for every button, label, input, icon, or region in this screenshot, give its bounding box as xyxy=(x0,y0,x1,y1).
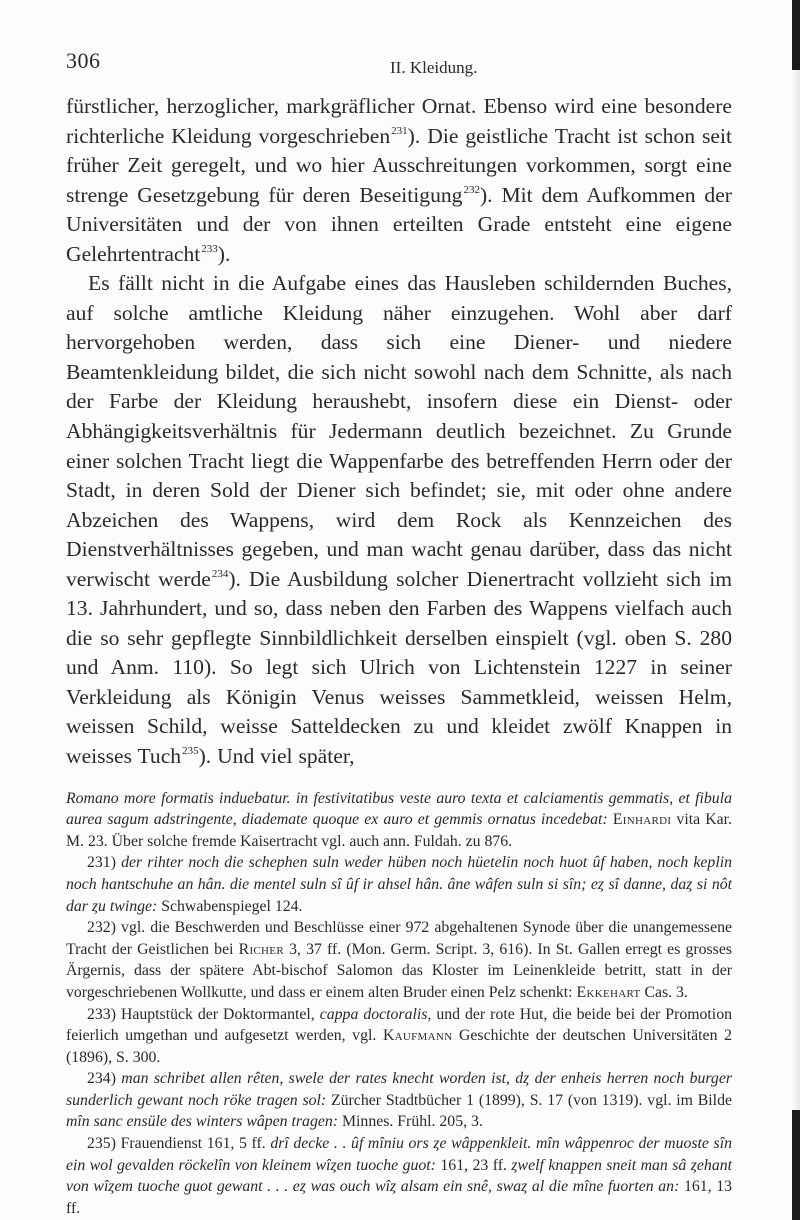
quote: ȥwelf knappen sneit man sâ ȥehant von wîȥem tuoche guot gewant . . . eȥ was ouch wîȥ alsam ein snê, swaȥ al die mîne fuorten an: xyxy=(66,1156,733,1196)
page-edge-mark xyxy=(792,0,800,70)
footnote-number: 231) xyxy=(87,854,116,872)
footnote-235 xyxy=(66,1133,732,1219)
footnote-232 xyxy=(66,917,732,1003)
citation: Geschichte der deutschen Universitäten 2 (1896), S. 300. xyxy=(66,1027,732,1066)
text-run: ). Mit dem Aufkommen der Universitäten und der von ihnen erteilten Grade entsteht eine eigene Gelehrtentracht xyxy=(66,182,732,266)
text-run: 232) vgl. die Beschwerden und Beschlüsse einer 972 abgehaltenen Synode über die unangemessene Tracht der Geistlichen bei xyxy=(66,919,732,958)
text-run: 235) Frauendienst 161, 5 ff. xyxy=(87,1135,266,1153)
footnotes xyxy=(66,788,732,1220)
citation: vita Kar. M. 23. Über solche fremde Kaisertracht vgl. auch ann. Fuldah. zu 876. xyxy=(66,811,732,850)
page-edge-shadow xyxy=(790,0,800,1220)
author-name: Ekkehart xyxy=(576,983,641,1001)
text-run: 161, 23 ff. xyxy=(440,1156,507,1174)
quote: man schribet allen rêten, swele der rates knecht worden ist, dȥ der enheis herren noch burger sunderlich gewant noch röke tragen sol: xyxy=(66,1070,732,1109)
footnote-ref-233: 233 xyxy=(201,242,218,255)
footnote-233 xyxy=(66,1004,732,1069)
citation: 161, 13 ff. xyxy=(66,1178,732,1217)
text-run: 233) Hauptstück der Doktormantel, xyxy=(87,1005,315,1023)
paragraph-2 xyxy=(66,269,732,771)
latin-term: cappa doctoralis, xyxy=(319,1005,432,1023)
main-text xyxy=(66,92,732,772)
text-run: Zürcher Stadtbücher 1 (1899), S. 17 (von 1319). vgl. im Bilde xyxy=(331,1091,732,1109)
footnote-231 xyxy=(66,852,732,917)
page-header xyxy=(66,48,732,82)
footnote-234 xyxy=(66,1068,732,1133)
footnote-number: 234) xyxy=(87,1070,116,1088)
author-name: Richer xyxy=(238,940,284,958)
quote: drî decke . . ûf mîniu ors ȥe wâppenkleit. mîn wâppenroc der muoste sîn ein wol gevalden röckelîn von kleinem wîȥen tuoche guot: xyxy=(66,1135,732,1174)
text-run: fürstlicher, herzoglicher, markgräflicher Ornat. Ebenso wird eine besondere richterliche Kleidung vorgeschrieben xyxy=(66,94,732,148)
quote: der rihter noch die schephen suln weder hüben noch hüetelin noch huot ûf haben, noch keplin noch hantschuhe an hân. die mentel suln sî ûf ir ahsel hân. âne wâfen suln si sîn; eȥ sî danne, daȥ si nôt dar ȥu twinge: xyxy=(66,854,732,915)
citation: Minnes. Frühl. 205, 3. xyxy=(341,1113,483,1131)
text-run: ). xyxy=(217,241,231,266)
author-name: Kaufmann xyxy=(382,1027,453,1045)
footnote-continued xyxy=(66,788,732,853)
text-run: und der rote Hut, die beide bei der Promotion feierlich umgethan und aufgesetzt werden, vgl. xyxy=(66,1005,732,1045)
author-name: Einhardi xyxy=(612,811,672,829)
footnote-ref-235: 235 xyxy=(182,745,199,758)
quote: mîn sanc ensüle des winters wâpen tragen: xyxy=(66,1113,339,1131)
text-run: ). Die geistliche Tracht ist schon seit früher Zeit geregelt, und wo hier Ausschreitungen vorkommen, sorgt eine strenge Gesetzgebung für deren Beseitigung xyxy=(66,123,732,207)
latin-quote: Romano more formatis induebatur. in festivitatibus veste auro texta et calciamentis gemmatis, et fibula aurea sagum adstringente, diademate quoque ex auro et gemmis ornatus incedebat: xyxy=(66,789,732,829)
text-run: Es fällt nicht in die Aufgabe eines das Hausleben schildernden Buches, auf solche amtliche Kleidung näher einzugehen. Wohl aber darf hervorgehoben werden, dass sich eine Diener- und niedere Beamtenkleidung bildet, die sich nicht sowohl nach dem Schnitte, als nach der Farbe der Kleidung heraushebt, insofern diese ein Dienst- oder Abhängigkeitsverhältnis für Jedermann deutlich bezeichnet. Zu Grunde einer solchen Tracht liegt die Wappenfarbe des betreffenden Herrn oder der Stadt, in deren Sold der Diener sich befindet; sie, mit oder ohne andere Abzeichen des Wappens, wird dem Rock als Kennzeichen des Dienstverhältnisses gegeben, und man wacht genau darüber, dass das nicht verwischt werde xyxy=(66,271,732,591)
text-run: ). Die Ausbildung solcher Dienertracht vollzieht sich im 13. Jahrhundert, und so, dass neben den Farben des Wappens vielfach auch die so sehr gepflegte Sinnbildlichkeit derselben einspielt (vgl. oben S. 280 und Anm. 110). So legt sich Ulrich von Lichtenstein 1227 in seiner Verkleidung als Königin Venus weisses Sammetkleid, weissen Helm, weissen Schild, weisse Satteldecken zu und kleidet zwölf Knappen in weisses Tuch xyxy=(66,566,732,769)
footnote-ref-234: 234 xyxy=(211,567,229,580)
page-number: 306 xyxy=(66,48,101,73)
footnote-ref-231: 231 xyxy=(391,124,408,137)
footnote-ref-232: 232 xyxy=(463,183,480,196)
citation: Cas. 3. xyxy=(644,983,688,1001)
book-page xyxy=(66,48,732,1219)
page-edge-mark xyxy=(792,1110,800,1220)
text-run: ). Und viel später, xyxy=(198,744,355,769)
paragraph-1 xyxy=(66,92,732,269)
running-head: II. Kleidung. xyxy=(390,58,478,77)
citation: Schwabenspiegel 124. xyxy=(161,897,303,915)
text-run: 3, 37 ff. (Mon. Germ. Script. 3, 616). In St. Gallen erregt es grosses Ärgernis, dass der spätere Abt-bischof Salomon das Kloster im Leinenkleide betritt, statt in der vorgeschriebenen Wollkutte, und dass er einem alten Bruder einen Pelz schenkt: xyxy=(66,940,732,1001)
